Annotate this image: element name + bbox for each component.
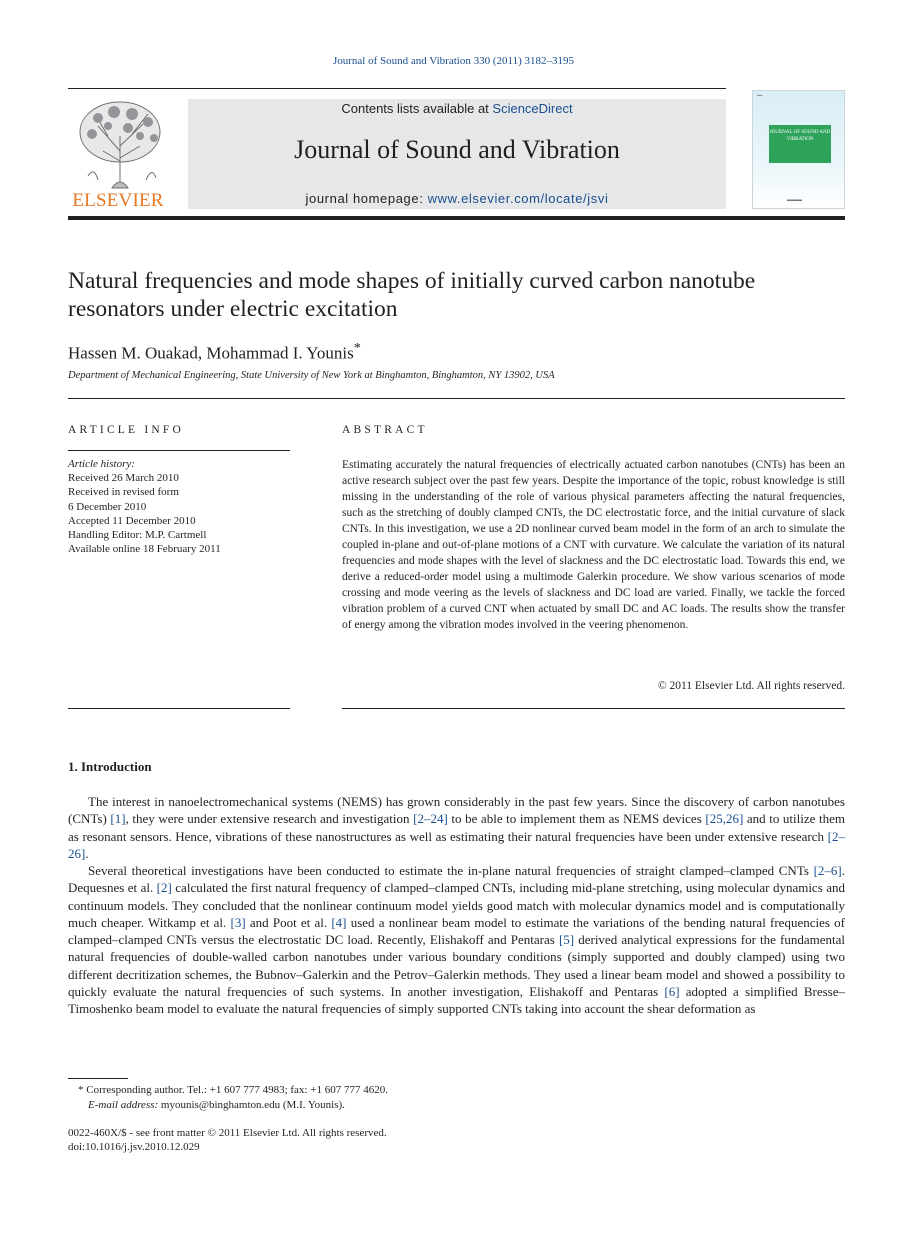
reference-link[interactable]: [2–6] — [813, 863, 842, 878]
intro-paragraph-2 — [68, 862, 845, 1018]
body-text: to be able to implement them as NEMS devices — [447, 811, 706, 827]
reference-link[interactable]: [2–26] — [68, 828, 845, 861]
article-info-heading: ARTICLE INFO — [68, 424, 184, 436]
corresponding-author-mark[interactable]: * — [353, 340, 361, 356]
email-address[interactable]: myounis@binghamton.edu (M.I. Younis). — [158, 1099, 345, 1111]
journal-title: Journal of Sound and Vibration — [294, 135, 620, 164]
contents-prefix: Contents lists available at — [341, 101, 493, 116]
title-divider — [68, 398, 845, 399]
author-affiliation: Department of Mechanical Engineering, State University of New York at Binghamton, Binghamton, NY 13902, USA — [68, 370, 555, 381]
article-authors — [68, 340, 361, 364]
introduction-heading: 1. Introduction — [68, 759, 152, 774]
reference-link[interactable]: [2] — [156, 880, 172, 896]
abstract-copyright: © 2011 Elsevier Ltd. All rights reserved. — [657, 680, 845, 692]
article-title: Natural frequencies and mode shapes of initially curved carbon nanotube resonators under electric excitation — [68, 268, 756, 322]
issn-line: 0022-460X/$ - see front matter © 2011 Elsevier Ltd. All rights reserved. — [68, 1127, 387, 1139]
body-text: . Dequesnes et al. — [68, 863, 845, 896]
reference-link[interactable]: [4] — [331, 914, 347, 930]
body-text: Several theoretical investigations have been conducted to estimate the in-plane natural frequencies of straight clamped–clamped CNTs — [88, 863, 814, 878]
body-text: derived analytical expressions for the fundamental natural frequencies of double-walled carbon nanotubes under various boundary conditions (simply supported and doubly clamped) using two different decritization schemes, the Bubnov–Galerkin and the Petrov–Galerkin methods. They used a linear beam model and showed a possibility to quickly evaluate the natural frequencies of such systems. In another investigation, Elishakoff and Pentaras — [68, 932, 845, 1000]
abstract-heading: ABSTRACT — [342, 424, 428, 436]
homepage-prefix: journal homepage: — [305, 191, 428, 206]
journal-homepage — [188, 191, 726, 206]
article-history — [68, 457, 290, 556]
doi-line[interactable]: doi:10.1016/j.jsv.2010.12.029 — [68, 1141, 200, 1153]
journal-citation[interactable]: Journal of Sound and Vibration 330 (2011) 3182–3195 — [332, 55, 574, 67]
history-entry: Handling Editor: M.P. Cartmell — [68, 529, 207, 542]
elsevier-wordmark[interactable]: ELSEVIER — [72, 190, 164, 211]
body-text: . — [85, 845, 89, 861]
contents-availability — [188, 101, 726, 116]
reference-link[interactable]: [3] — [230, 914, 246, 930]
author-names: Hassen M. Ouakad, Mohammad I. Younis — [68, 343, 354, 363]
sciencedirect-link[interactable]: ScienceDirect — [492, 101, 573, 116]
history-label: Article history: — [68, 458, 135, 470]
reference-link[interactable]: [25,26] — [705, 811, 744, 827]
body-text: adopted a simplified Bresse–Timoshenko beam model to evaluate the natural frequencies of simply supported CNTs taking into account the shear deformation as — [68, 984, 845, 1017]
reference-link[interactable]: [6] — [664, 984, 680, 1000]
history-entry: Received in revised form — [68, 486, 179, 499]
reference-link[interactable]: [2–24] — [413, 811, 448, 827]
header-top-rule — [68, 88, 726, 89]
article-info-rule — [68, 450, 290, 451]
journal-banner — [188, 99, 726, 209]
homepage-link[interactable]: www.elsevier.com/locate/jsvi — [427, 191, 609, 206]
header-bottom-rule — [68, 216, 845, 220]
body-text: and to utilize them as resonant sensors. Hence, vibrations of these nanostructures as well as estimating their natural frequencies have been under extensive research — [68, 811, 846, 844]
reference-link[interactable]: [5] — [558, 932, 575, 948]
journal-cover-thumbnail[interactable] — [752, 90, 845, 209]
body-text: calculated the first natural frequency of clamped–clamped CNTs, including mid-plane stretching, using molecular dynamics and continuum models. They concluded that the nonlinear continuum model yields good match with molecular dynamics model and is computationally much cheaper. Witkamp et al. — [68, 880, 845, 930]
body-text: and Poot et al. — [245, 914, 332, 930]
body-text: , they were under extensive research and investigation — [125, 811, 414, 827]
intro-paragraph-1 — [68, 793, 845, 862]
history-entry: 6 December 2010 — [68, 500, 147, 513]
abstract-bottom-rule — [342, 708, 845, 709]
cover-top-mark: ▪▪▪ — [757, 94, 763, 99]
history-entry: Available online 18 February 2011 — [68, 543, 221, 556]
cover-bottom-mark: ▬▬▬ — [787, 198, 802, 203]
cover-title-text: JOURNAL OF SOUND AND VIBRATION — [769, 130, 831, 142]
footnote-rule — [68, 1078, 128, 1079]
email-footnote — [68, 1098, 845, 1112]
corresponding-author-footnote: * Corresponding author. Tel.: +1 607 777 4983; fax: +1 607 777 4620. — [78, 1084, 388, 1096]
article-info-bottom-rule — [68, 708, 290, 709]
reference-link[interactable]: [1] — [110, 811, 126, 827]
history-entry: Received 26 March 2010 — [68, 472, 179, 485]
history-entry: Accepted 11 December 2010 — [68, 514, 196, 527]
email-label: E-mail address: — [88, 1099, 159, 1111]
body-text: The interest in nanoelectromechanical systems (NEMS) has grown considerably in the past few years. Since the discovery of carbon nanotubes (CNTs) — [68, 794, 845, 827]
abstract-text: Estimating accurately the natural frequencies of electrically actuated carbon nanotubes (CNTs) has been an active research subject over the past few years. Despite the importance of the topic, robust knowledge is still missing in the understanding of the role of various physical parameters affecting the natural frequencies, such as the stretching of doubly clamped CNTs, the DC electrostatic force, and the initial curvature of slack CNTs. In this investigation, we use a 2D nonlinear curved beam model in the form of an arch to simulate the coupled in-plane and out-of-plane motions of a CNT with curvature. We calculate the variation of its natural frequencies and mode shapes with the level of slackness and the DC electrostatic load. Towards this end, we derive a reduced-order model using a multimode Galerkin procedure. We show various scenarios of mode crossing and mode veering as the levels of slackness and DC load are varied. Finally, we tackle the forced vibration problem of a curved CNT when actuated by small DC and AC loads. The results show the transfer of energy among the vibration modes involved in the veering phenomenon. — [342, 459, 845, 631]
body-text: used a nonlinear beam model to estimate the variations of the bending natural frequencies of clamped–clamped CNTs versus the electrostatic DC load. Recently, Elishakoff and Pentaras — [68, 914, 845, 948]
